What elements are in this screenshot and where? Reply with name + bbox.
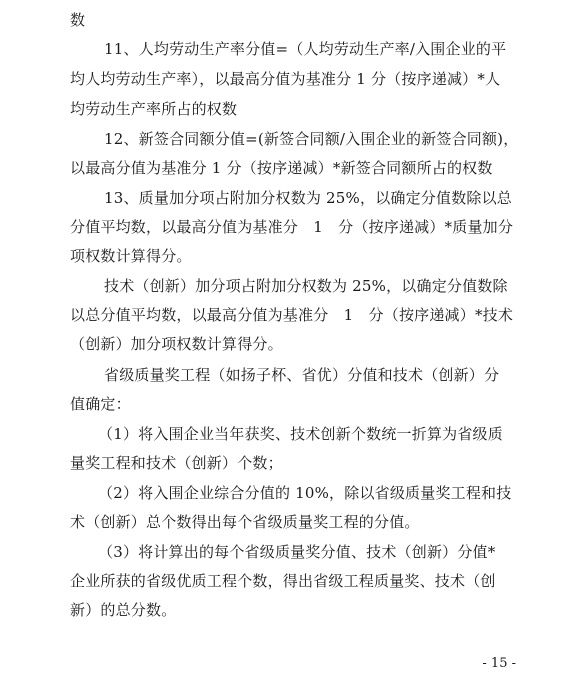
text-line: 企业所获的省级优质工程个数，得出省级工程质量奖、技术（创 xyxy=(70,572,496,590)
text-line: 术（创新）总个数得出每个省级质量奖工程的分值。 xyxy=(70,513,420,531)
text-line: （2）将入围企业综合分值的 10%，除以省级质量奖工程和技 xyxy=(98,484,512,502)
page-number: - 15 - xyxy=(482,656,516,671)
text-line: 以最高分值为基准分 1 分（按序递减）*新签合同额所占的权数 xyxy=(70,159,493,177)
text-line: （3）将计算出的每个省级质量奖分值、技术（创新）分值* xyxy=(98,543,496,561)
text-line: 值确定： xyxy=(70,395,131,413)
text-line: 新）的总分数。 xyxy=(70,601,177,619)
text-line: 12、新签合同额分值=(新签合同额/入围企业的新签合同额)， xyxy=(104,130,519,148)
text-line: 均人均劳动生产率），以最高分值为基准分 1 分（按序递减）*人 xyxy=(70,70,501,88)
text-line: 量奖工程和技术（创新）个数； xyxy=(70,454,283,472)
text-line: （1）将入围企业当年获奖、技术创新个数统一折算为省级质 xyxy=(98,425,503,443)
text-line: 技术（创新）加分项占附加分权数为 25%，以确定分值数除 xyxy=(104,277,508,295)
text-line: 省级质量奖工程（如扬子杯、省优）分值和技术（创新）分 xyxy=(104,366,500,384)
text-line: 11、人均劳动生产率分值=（人均劳动生产率/入围企业的平 xyxy=(104,40,507,58)
text-line: 分值平均数，以最高分值为基准分 1 分（按序递减）*质量加分 xyxy=(70,218,514,236)
text-line: 项权数计算得分。 xyxy=(70,247,192,265)
text-line: 以总分值平均数，以最高分值为基准分 1 分（按序递减）*技术 xyxy=(70,306,514,324)
text-line: 13、质量加分项占附加分权数为 25%，以确定分值数除以总 xyxy=(104,189,512,207)
text-line: 数 xyxy=(70,11,86,29)
text-line: （创新）加分项权数计算得分。 xyxy=(70,335,283,353)
text-line: 均劳动生产率所占的权数 xyxy=(70,100,238,118)
